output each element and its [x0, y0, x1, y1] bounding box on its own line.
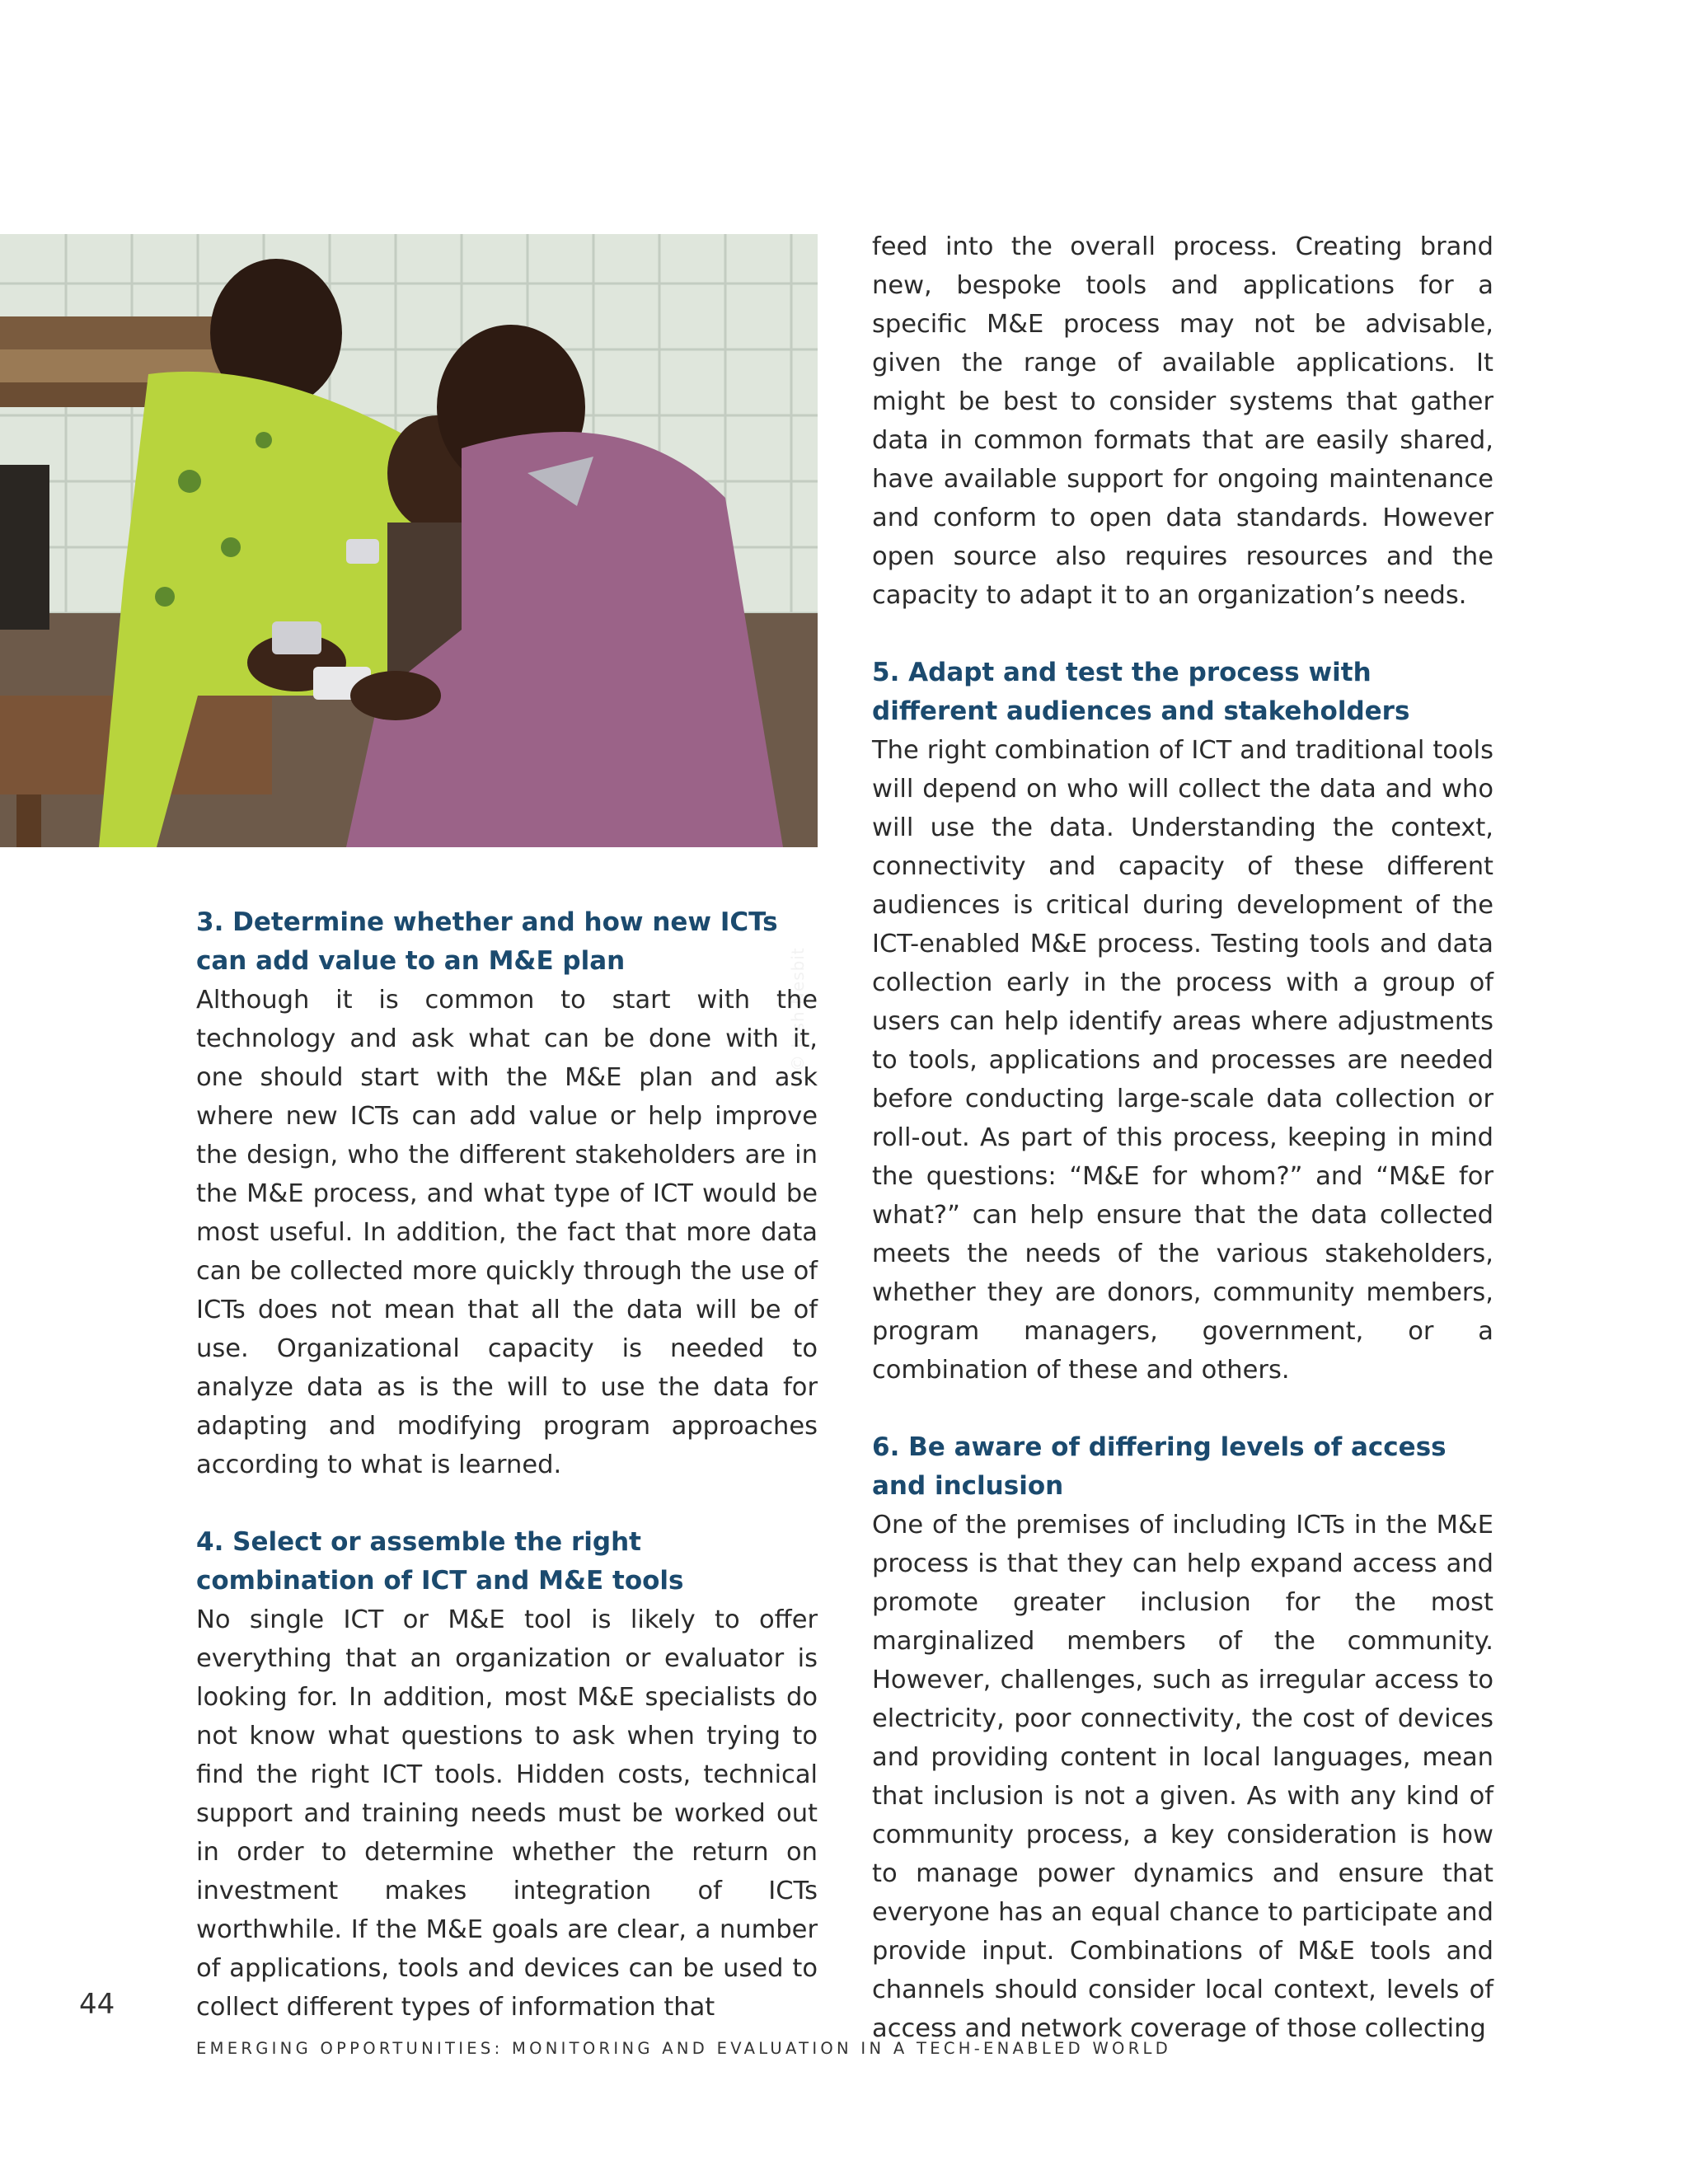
section4-heading: 4. Select or assemble the right combination of ICT and M&E tools — [196, 1527, 684, 1596]
running-footer: EMERGING OPPORTUNITIES: MONITORING AND EVALUATION IN A TECH-ENABLED WORLD — [196, 2039, 1172, 2058]
page-number: 44 — [79, 1988, 115, 2021]
photo-credit: © Josh Nesbit — [788, 947, 808, 1071]
section5-heading: 5. Adapt and test the process with different audiences and stakeholders — [872, 658, 1410, 726]
continuation-body: feed into the overall process. Creating brand new, bespoke tools and applications for a specific M&E process may not be advisable, given the range of available applications. It might be best to consider systems that gather data in common formats that are easily shared, have available support for ongoing maintenance and conform to open data standards. However open source also requires resources and the capacity to adapt it to an organization’s needs. — [872, 232, 1493, 610]
section3-heading: 3. Determine whether and how new ICTs can add value to an M&E plan — [196, 907, 778, 976]
photo-illustration — [0, 234, 818, 847]
section4-body: No single ICT or M&E tool is likely to offer everything that an organization or evaluator is looking for. In addition, most M&E specialists do not know what questions to ask when trying to find the right ICT tools. Hidden costs, technical support and training needs must be worked out in order to determine whether the return on investment makes integration of ICTs worthwhile. If the M&E goals are clear, a number of applications, tools and devices can be used to collect different types of information that — [196, 1605, 818, 2022]
left-column — [196, 903, 818, 2027]
section3-body: Although it is common to start with the technology and ask what can be done with it, one should start with the M&E plan and ask where new ICTs can add value or help improve the design, who the different stakeholders are in the M&E process, and what type of ICT would be most useful. In addition, the fact that more data can be collected more quickly through the use of ICTs does not mean that all the data will be of use. Organizational capacity is needed to analyze data as is the will to use the data for adapting and modifying program approaches according to what is learned. — [196, 986, 818, 1479]
right-column — [872, 227, 1493, 2048]
section6-heading: 6. Be aware of differing levels of access and inclusion — [872, 1432, 1447, 1501]
section5-body: The right combination of ICT and traditional tools will depend on who will collect the data and who will use the data. Understanding the context, connectivity and capacity of these different audiences is critical during development of the ICT-enabled M&E process. Testing tools and data collection early in the process with a group of users can help identify areas where adjustments to tools, applications and processes are needed before conducting large-scale data collection or roll-out. As part of this process, keeping in mind the questions: “M&E for whom?” and “M&E for what?” can help ensure that the data collected meets the needs of the various stakeholders, whether they are donors, community members, program managers, government, or a combination of these and others. — [872, 736, 1493, 1385]
section6-body: One of the premises of including ICTs in the M&E process is that they can help expand access and promote greater inclusion for the most marginalized members of the community. However, challenges, such as irregular access to electricity, poor connectivity, the cost of devices and providing content in local languages, mean that inclusion is not a given. As with any kind of community process, a key consideration is how to manage power dynamics and ensure that everyone has an equal chance to participate and provide input. Combinations of M&E tools and channels should consider local context, levels of access and network coverage of those collecting — [872, 1511, 1493, 2043]
